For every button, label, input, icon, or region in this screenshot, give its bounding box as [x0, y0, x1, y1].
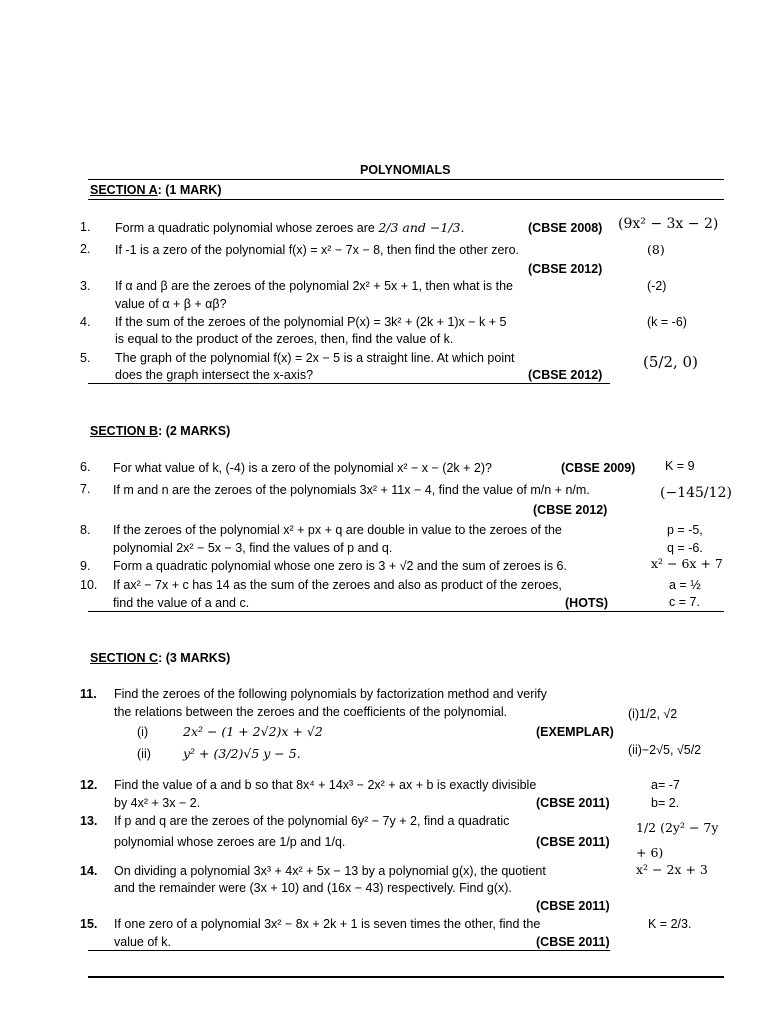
divider [88, 383, 610, 384]
q10-line2: find the value of a and c. [113, 596, 250, 610]
q11-ii-label: (ii) [137, 747, 151, 761]
q14-tag: (CBSE 2011) [536, 899, 610, 913]
q8-line1: If the zeroes of the polynomial x² + px + q are double in value to the zeroes of the [113, 523, 562, 537]
q9-number: 9. [80, 559, 91, 573]
q12-answer-b: b= 2. [651, 796, 680, 810]
q3-answer: (-2) [647, 279, 667, 293]
q11-number: 11. [80, 687, 97, 701]
q5-line1: The graph of the polynomial f(x) = 2x − 5 is a straight line. At which point [115, 351, 515, 365]
q3-line1: If α and β are the zeroes of the polynomial 2x² + 5x + 1, then what is the [115, 279, 513, 293]
q2-tag: (CBSE 2012) [528, 262, 603, 276]
q6-text: For what value of k, (-4) is a zero of the polynomial x² − x − (2k + 2)? [113, 461, 492, 475]
q1-number: 1. [80, 220, 91, 234]
q14-line2: and the remainder were (3x + 10) and (16x − 43) respectively. Find g(x). [114, 881, 512, 895]
q12-number: 12. [80, 778, 98, 792]
q6-answer: K = 9 [665, 459, 695, 473]
q11-answer-ii: (ii)−2√5, √5/2 [628, 743, 702, 757]
q3-number: 3. [80, 279, 91, 293]
q14-line1: On dividing a polynomial 3x³ + 4x² + 5x − 13 by a polynomial g(x), the quotient [114, 864, 546, 878]
q5-answer: (5/2, 0) [643, 353, 698, 371]
q10-answer-c: c = 7. [669, 595, 700, 609]
q4-line1: If the sum of the zeroes of the polynomial P(x) = 3k² + (2k + 1)x − k + 5 [115, 315, 507, 329]
q13-answer-line2: + 6) [636, 845, 664, 860]
q13-tag: (CBSE 2011) [536, 835, 610, 849]
q6-tag: (CBSE 2009) [561, 461, 636, 475]
q7-tag: (CBSE 2012) [533, 503, 608, 517]
q13-line1: If p and q are the zeroes of the polynomial 6y² − 7y + 2, find a quadratic [114, 814, 510, 828]
q13-number: 13. [80, 814, 98, 828]
section-a-heading: SECTION A: (1 MARK) [90, 183, 222, 197]
q1-answer: (9x² − 3x − 2) [618, 216, 719, 232]
q7-answer: (−145/12) [660, 485, 732, 501]
q15-number: 15. [80, 917, 98, 931]
q7-number: 7. [80, 482, 91, 496]
q12-tag: (CBSE 2011) [536, 796, 610, 810]
q11-answer-i: (i)1/2, √2 [628, 707, 678, 721]
q4-line2: is equal to the product of the zeroes, then, find the value of k. [115, 332, 454, 346]
q10-number: 10. [80, 578, 98, 592]
q3-line2: value of α + β + αβ? [115, 297, 227, 311]
footer-divider [88, 976, 724, 978]
q2-text: If -1 is a zero of the polynomial f(x) = x² − 7x − 8, then find the other zero. [115, 243, 520, 257]
q15-answer: K = 2/3. [648, 917, 692, 931]
q15-line2: value of k. [114, 935, 171, 949]
q12-answer-a: a= -7 [651, 778, 680, 792]
q5-tag: (CBSE 2012) [528, 368, 603, 382]
q14-number: 14. [80, 864, 98, 878]
q12-line1: Find the value of a and b so that 8x⁴ + 14x³ − 2x² + ax + b is exactly divisible [114, 778, 537, 792]
divider [88, 179, 724, 180]
q13-line2: polynomial whose zeroes are 1/p and 1/q. [114, 835, 346, 849]
q8-answer-p: p = -5, [667, 523, 703, 537]
q4-number: 4. [80, 315, 91, 329]
q1-text: Form a quadratic polynomial whose zeroes are 2/3 and −1/3. [115, 220, 465, 235]
divider [88, 611, 724, 612]
q2-number: 2. [80, 242, 91, 256]
q12-line2: by 4x² + 3x − 2. [114, 796, 201, 810]
q6-number: 6. [80, 460, 91, 474]
q8-number: 8. [80, 523, 91, 537]
q11-line1: Find the zeroes of the following polynomials by factorization method and verify [114, 687, 547, 701]
section-b-heading: SECTION B: (2 MARKS) [90, 424, 231, 438]
divider [88, 950, 610, 951]
q8-answer-q: q = -6. [667, 541, 703, 555]
section-c-heading: SECTION C: (3 MARKS) [90, 651, 231, 665]
q11-i-math: 2x² − (1 + 2√2)x + √2 [183, 724, 323, 739]
q15-tag: (CBSE 2011) [536, 935, 610, 949]
q2-answer: (8) [647, 242, 665, 257]
q7-text: If m and n are the zeroes of the polynomials 3x² + 11x − 4, find the value of m/n + n/m. [113, 483, 590, 497]
q10-tag: (HOTS) [565, 596, 609, 610]
q11-i-label: (i) [137, 725, 149, 739]
page-title: POLYNOMIALS [360, 163, 451, 177]
q4-answer: (k = -6) [647, 315, 687, 329]
q9-answer: x² − 6x + 7 [651, 556, 723, 571]
q11-ii-math: y² + (3/2)√5 y − 5. [183, 746, 301, 761]
q10-answer-a: a = ½ [669, 578, 701, 592]
q9-text: Form a quadratic polynomial whose one zero is 3 + √2 and the sum of zeroes is 6. [113, 559, 567, 573]
divider [88, 199, 724, 200]
q11-i-tag: (EXEMPLAR) [536, 725, 614, 739]
q5-number: 5. [80, 351, 91, 365]
q15-line1: If one zero of a polynomial 3x² − 8x + 2k + 1 is seven times the other, find the [114, 917, 541, 931]
q14-answer: x² − 2x + 3 [636, 862, 708, 877]
q5-line2: does the graph intersect the x-axis? [115, 368, 314, 382]
q11-line2: the relations between the zeroes and the coefficients of the polynomial. [114, 705, 508, 719]
q1-tag: (CBSE 2008) [528, 221, 603, 235]
q13-answer-line1: 1/2 (2y² − 7y [636, 820, 719, 835]
q8-line2: polynomial 2x² − 5x − 3, find the values of p and q. [113, 541, 393, 555]
q10-line1: If ax² − 7x + c has 14 as the sum of the zeroes and also as product of the zeroes, [113, 578, 562, 592]
